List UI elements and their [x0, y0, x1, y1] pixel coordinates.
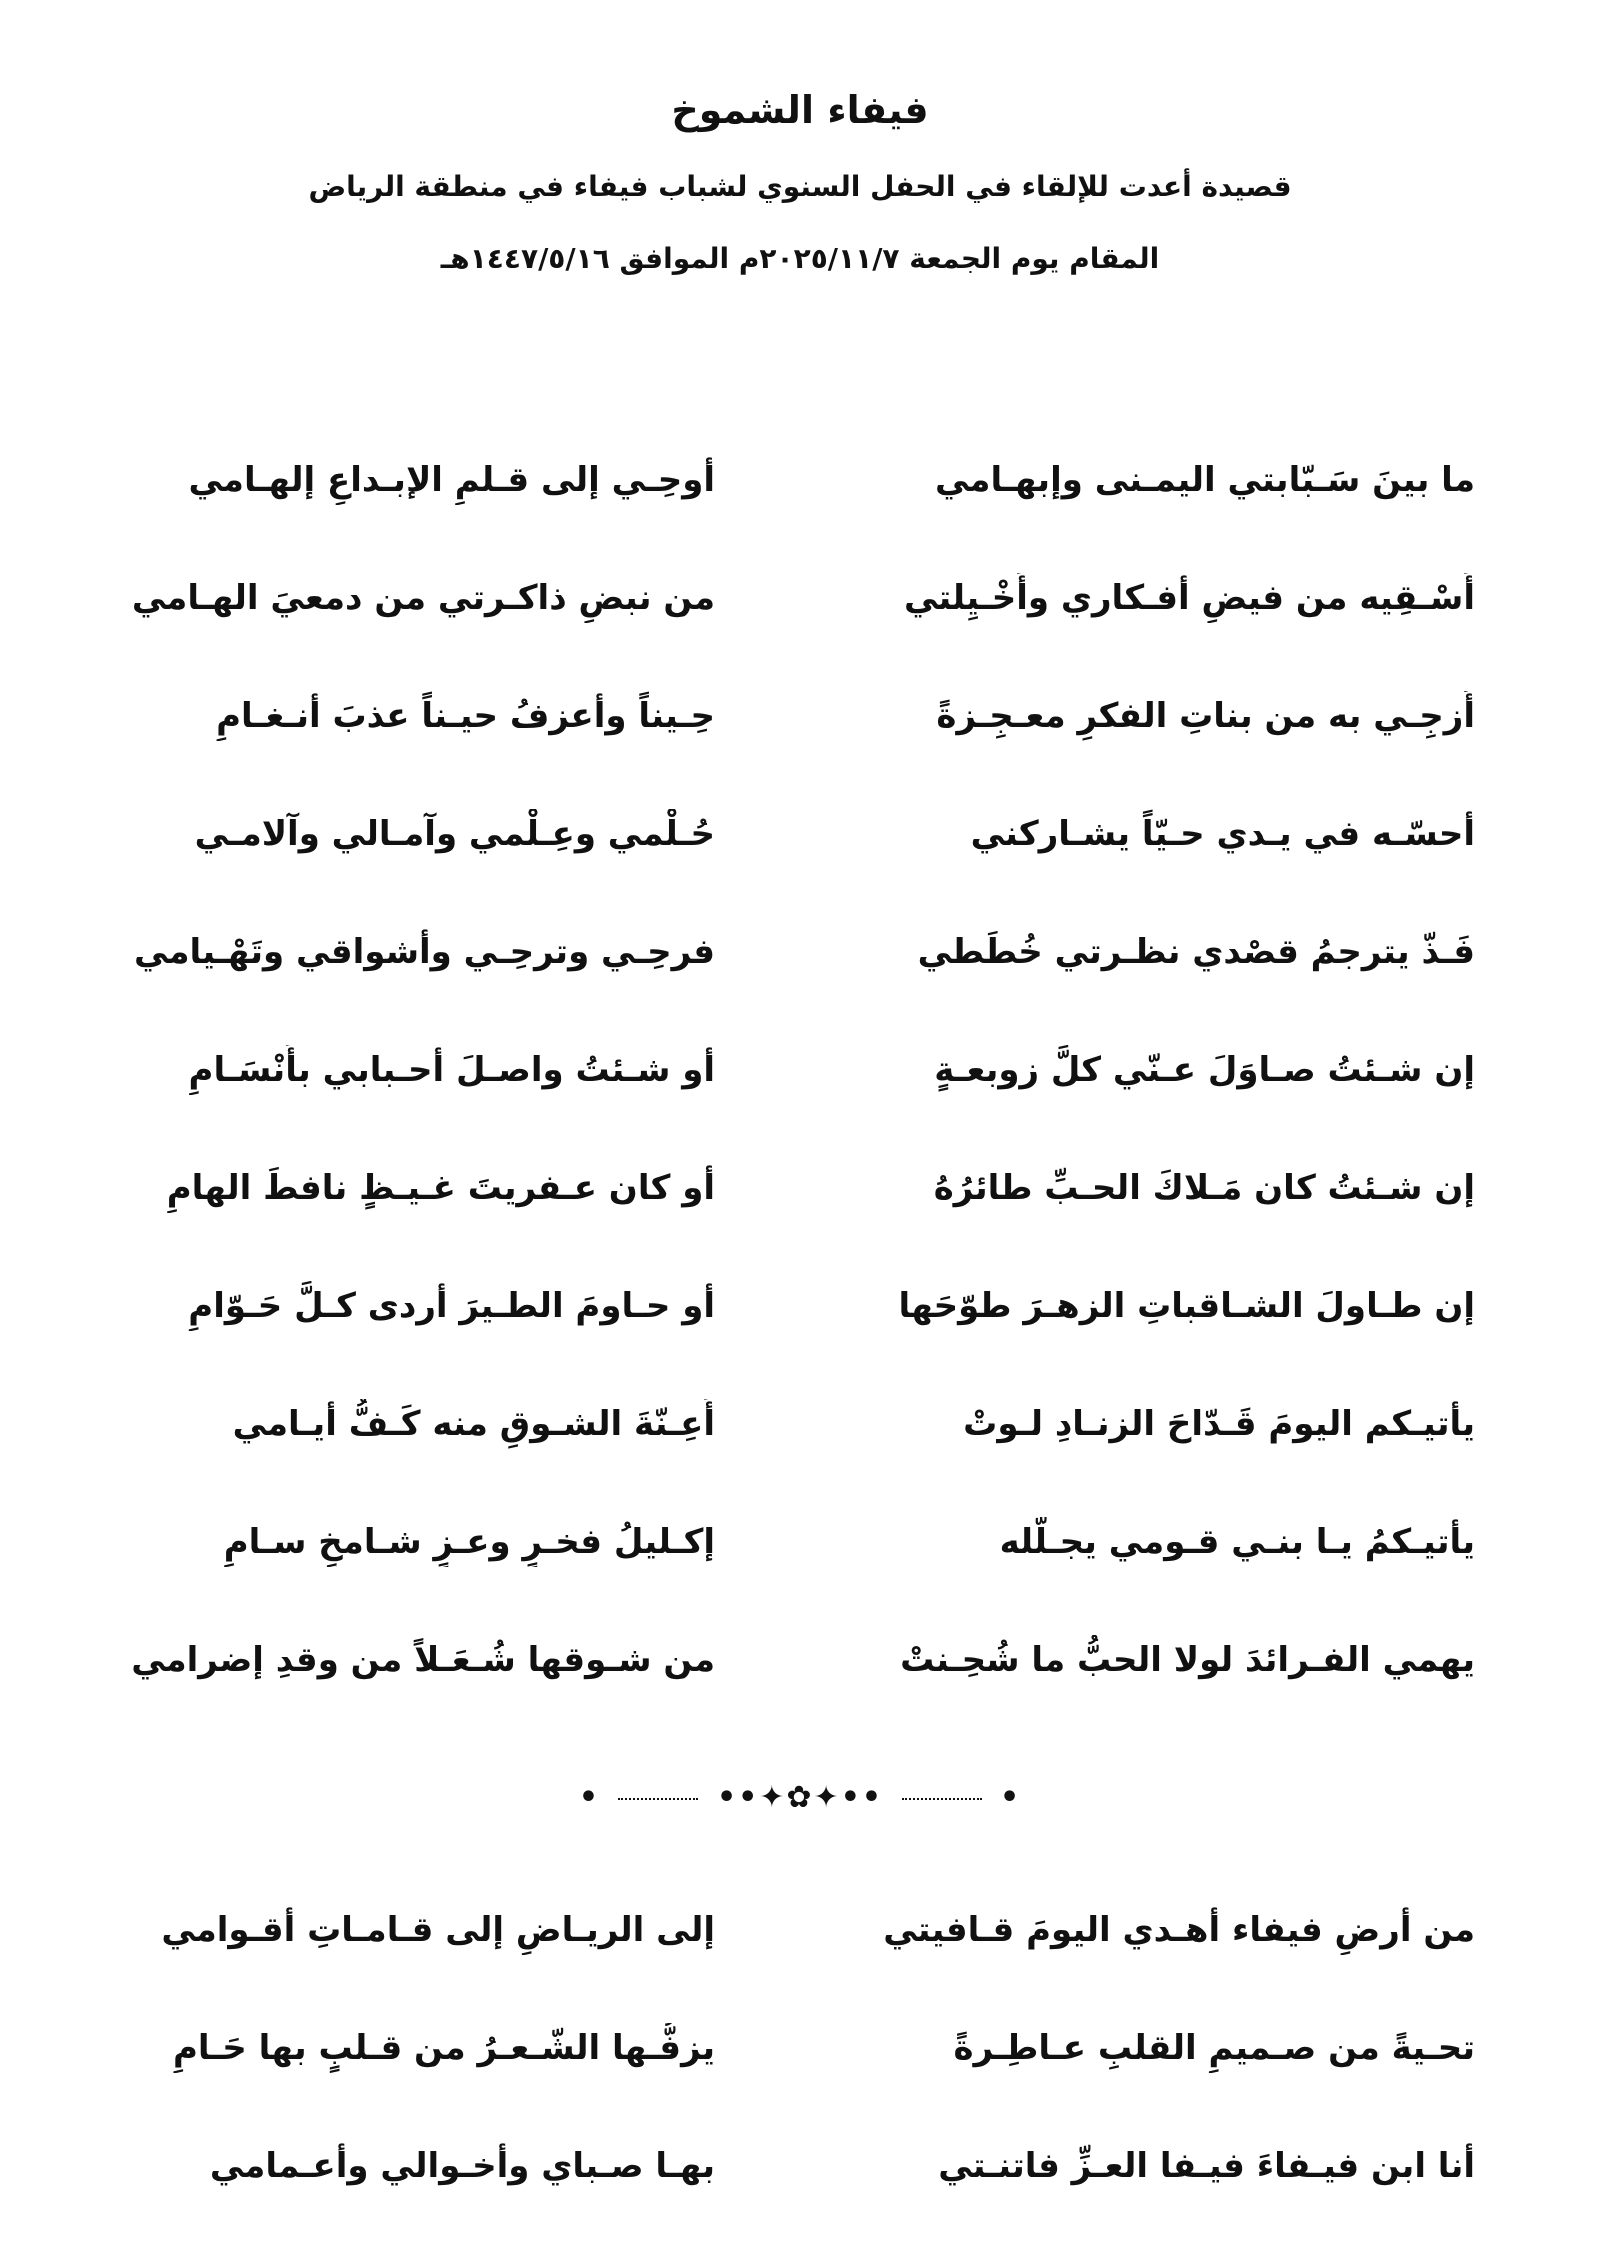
verse-second-hemistich: أَعِـنّةَ الشـوقِ منه كَـفُّ أيـامي — [232, 1404, 715, 1444]
separator-dot: • — [578, 1780, 601, 1815]
verse-first-hemistich: إن شـئتُ صـاوَلَ عـنّي كلَّ زوبعـةٍ — [934, 1050, 1475, 1090]
verse-second-hemistich: حِـيناً وأعزفُ حيـناً عذبَ أنـغـامِ — [216, 696, 715, 736]
poem-date: المقام يوم الجمعة ٢٠٢٥/١١/٧م الموافق ١٤٤٧/٥/١٦هـ — [440, 242, 1160, 275]
verse-first-hemistich: ما بينَ سَـبّابتي اليمـنى وإبهـامي — [935, 460, 1475, 500]
verse — [0, 1399, 1600, 1517]
verse — [0, 1281, 1600, 1399]
verse-first-hemistich: أَسْـقِيه من فيضِ أفـكاري وأَخْـيِلتي — [904, 578, 1475, 618]
verse-first-hemistich: من أرضِ فيفاء أهـدي اليومَ قـافيتي — [883, 1910, 1475, 1950]
verse-second-hemistich: يزفُّـها الشّـعـرُ من قـلبٍ بها حَـامِ — [173, 2028, 715, 2068]
section-separator — [0, 1780, 1600, 1815]
poem-section-2 — [0, 1905, 1600, 2259]
verse — [0, 573, 1600, 691]
verse-second-hemistich: حُـلْمي وعِـلْمي وآمـالي وآلامـي — [194, 814, 715, 854]
verse-second-hemistich: من نبضِ ذاكـرتي من دمعيَ الهـامي — [131, 578, 715, 618]
verse-first-hemistich: أنا ابن فيـفاءَ فيـفا العـزِّ فاتنـتي — [938, 2146, 1475, 2186]
verse-second-hemistich: أو حـاومَ الطـيرَ أردى كـلَّ حَـوّامِ — [188, 1286, 715, 1326]
verse-second-hemistich: إلى الريـاضِ إلى قـامـاتِ أقـوامي — [161, 1910, 715, 1950]
verse — [0, 1905, 1600, 2023]
separator-ornament: ••✦✿✦•• — [716, 1780, 884, 1815]
verse — [0, 1635, 1600, 1753]
separator-dotted-line — [618, 1798, 698, 1800]
verse-first-hemistich: فَـذّ يترجمُ قصْدي نظـرتي خُطَطي — [917, 932, 1475, 972]
verse-second-hemistich: أو شـئتُ واصـلَ أحـبابي بأَنْسَـامِ — [188, 1050, 715, 1090]
verse — [0, 2141, 1600, 2259]
verse-first-hemistich: أُزجِـي به من بناتِ الفكرِ معـجِـزةً — [936, 696, 1475, 736]
verse-first-hemistich: تحـيةً من صـميمِ القلبِ عـاطِـرةً — [953, 2028, 1475, 2068]
verse — [0, 809, 1600, 927]
poem-title: فيفاء الشموخ — [671, 88, 929, 132]
verse — [0, 1045, 1600, 1163]
verse-first-hemistich: يأتيـكمُ يـا بنـي قـومي يجـلّله — [999, 1522, 1475, 1562]
verse-first-hemistich: أحسّـه في يـدي حـيّاً يشـاركني — [970, 814, 1475, 854]
verse — [0, 1517, 1600, 1635]
verse-second-hemistich: فرحِـي وترحِـي وأشواقي وتَهْـيامي — [134, 932, 715, 972]
verse-second-hemistich: أوحِـي إلى قـلمِ الإبـداعِ إلهـامي — [188, 460, 715, 500]
verse — [0, 927, 1600, 1045]
separator-dot: • — [999, 1780, 1022, 1815]
verse — [0, 455, 1600, 573]
verse-second-hemistich: إكـليلُ فخـرٍ وعـزٍ شـامخٍ سـامِ — [223, 1522, 715, 1562]
verse-first-hemistich: يأتيـكم اليومَ قَـدّاحَ الزنـادِ لـوتْ — [963, 1404, 1475, 1444]
separator-dotted-line — [902, 1798, 982, 1800]
verse-first-hemistich: يهمي الفـرائدَ لولا الحبُّ ما شُحِـنتْ — [900, 1640, 1475, 1680]
verse-second-hemistich: من شـوقها شُـعَـلاً من وقدِ إضرامي — [131, 1640, 715, 1680]
verse — [0, 691, 1600, 809]
verse-first-hemistich: إن شـئتُ كان مَـلاكَ الحـبِّ طائرُهُ — [933, 1168, 1475, 1208]
verse — [0, 2023, 1600, 2141]
verse — [0, 1163, 1600, 1281]
verse-second-hemistich: بهـا صـباي وأخـوالي وأعـمامي — [209, 2146, 715, 2186]
verse-first-hemistich: إن طـاولَ الشـاقباتِ الزهـرَ طوّحَها — [898, 1286, 1475, 1326]
verse-second-hemistich: أو كان عـفريتَ غـيـظٍ نافطَ الهامِ — [166, 1168, 715, 1208]
poem-subtitle: قصيدة أعدت للإلقاء في الحفل السنوي لشباب فيفاء في منطقة الرياض — [308, 170, 1292, 203]
poem-section-1 — [0, 455, 1600, 1753]
